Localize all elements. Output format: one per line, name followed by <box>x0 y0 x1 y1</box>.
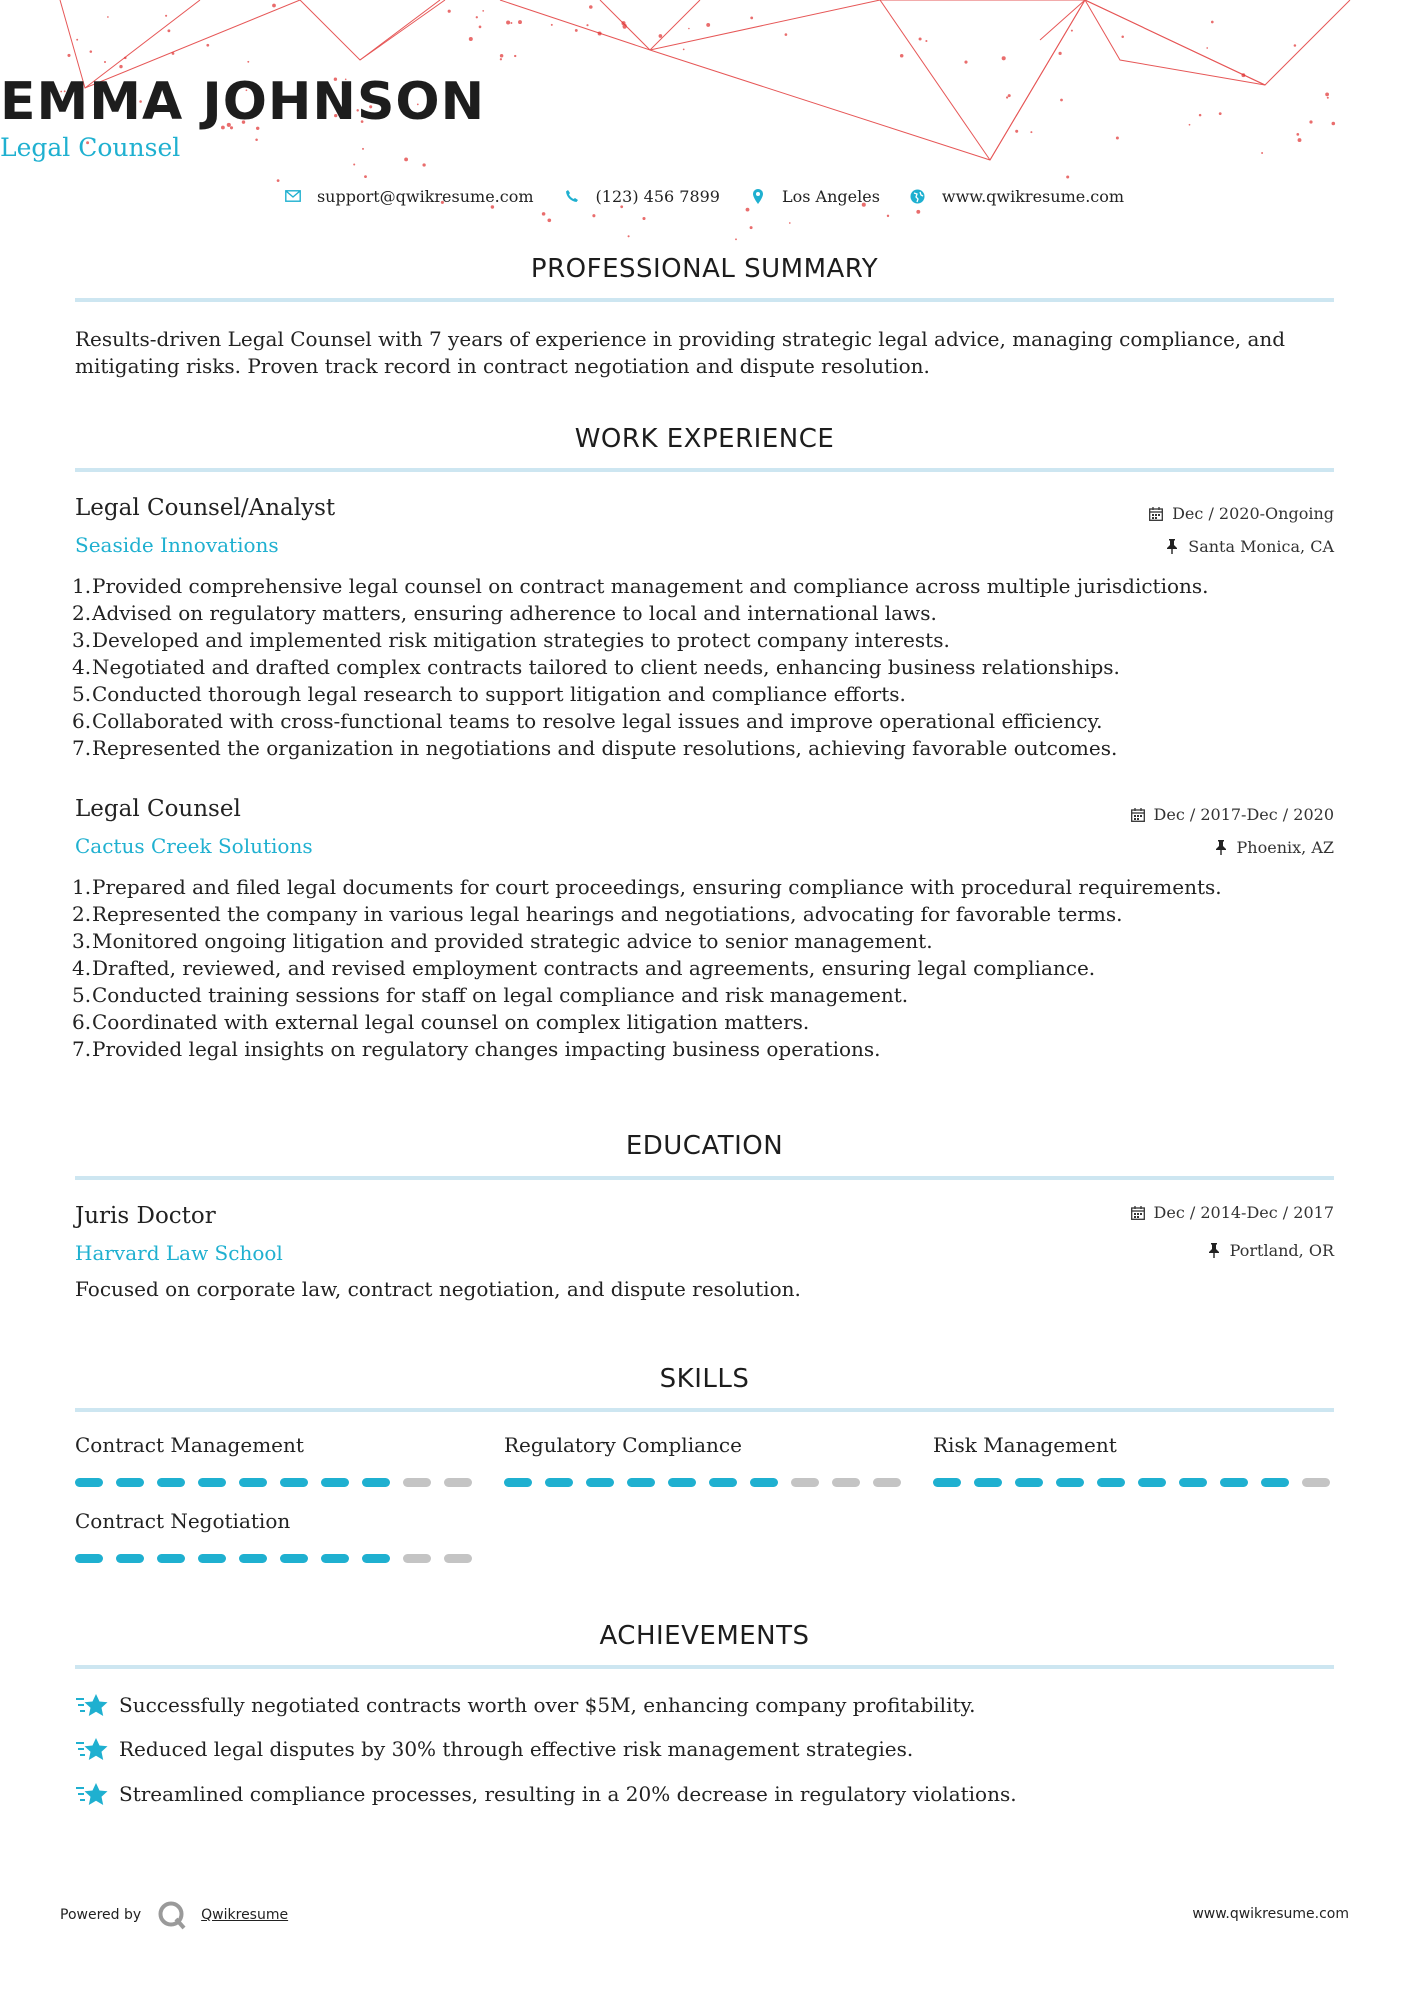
skill-segment-filled <box>933 1478 961 1487</box>
skill-level-bar <box>504 1478 904 1488</box>
list-number: 1. <box>72 574 92 598</box>
education-description: Focused on corporate law, contract negotiation, and dispute resolution. <box>75 1277 801 1301</box>
achievement-item <box>75 1690 976 1720</box>
achievement-item <box>75 1779 1017 1809</box>
decor-dot <box>90 50 93 53</box>
responsibility-text: Conducted thorough legal research to support litigation and compliance efforts. <box>92 682 906 706</box>
skill-item <box>504 1433 904 1460</box>
skill-segment-filled <box>239 1554 267 1563</box>
skill-segment-filled <box>545 1478 573 1487</box>
skill-segment-filled <box>75 1478 103 1487</box>
section-divider <box>75 1665 1334 1669</box>
decor-dot <box>598 32 602 36</box>
decor-dot <box>586 24 588 26</box>
decor-dot <box>1211 21 1214 24</box>
responsibility-text: Prepared and filed legal documents for court proceedings, ensuring compliance with procedural requirements. <box>92 875 1222 899</box>
skill-item <box>75 1509 475 1536</box>
decor-dot <box>1066 175 1069 178</box>
decor-dot <box>746 208 750 212</box>
decor-dot <box>592 214 595 217</box>
pushpin-icon <box>1164 539 1180 555</box>
decor-dot <box>510 22 512 24</box>
pushpin-icon <box>1206 1243 1222 1259</box>
decor-dot <box>900 54 904 58</box>
decor-dot <box>119 65 122 68</box>
section-title-achievements: ACHIEVEMENTS <box>599 1621 810 1651</box>
responsibility-item <box>72 874 1332 901</box>
responsibility-item <box>72 735 1332 762</box>
skill-segment-filled <box>1015 1478 1043 1487</box>
decor-dot <box>104 61 106 63</box>
skill-segment-filled <box>362 1554 390 1563</box>
candidate-role: Legal Counsel <box>0 133 181 162</box>
contact-bar <box>0 186 1407 206</box>
responsibility-item <box>72 901 1332 928</box>
section-divider <box>75 298 1334 302</box>
list-number: 7. <box>72 736 92 760</box>
phone-icon <box>562 186 582 206</box>
decor-dot <box>683 49 685 51</box>
responsibility-text: Represented the organization in negotiations and dispute resolutions, achieving favorable outcomes. <box>92 736 1118 760</box>
decor-dot <box>642 217 645 220</box>
list-number: 7. <box>72 1037 92 1061</box>
section-title-skills: SKILLS <box>659 1364 750 1394</box>
decor-dot <box>916 210 920 214</box>
skill-segment-empty <box>873 1478 901 1487</box>
responsibility-item <box>72 708 1332 735</box>
contact-location <box>748 186 880 206</box>
job-date <box>1130 805 1334 824</box>
qwikresume-logo-icon <box>157 1900 187 1930</box>
candidate-name: EMMA JOHNSON <box>0 72 486 132</box>
pushpin-icon <box>1213 840 1229 856</box>
decor-dot <box>172 52 175 55</box>
responsibility-item <box>72 600 1332 627</box>
decor-dot <box>500 58 502 60</box>
achievement-item <box>75 1734 913 1764</box>
skill-segment-filled <box>1138 1478 1166 1487</box>
decor-dot <box>469 37 473 41</box>
contact-website-text: www.qwikresume.com <box>941 186 1125 206</box>
contact-email[interactable] <box>283 186 534 206</box>
skill-segment-filled <box>709 1478 737 1487</box>
responsibility-text: Conducted training sessions for staff on legal compliance and risk management. <box>92 983 909 1007</box>
footer-website[interactable]: www.qwikresume.com <box>1192 1906 1349 1922</box>
skill-level-bar <box>933 1478 1333 1488</box>
list-number: 2. <box>72 902 92 926</box>
decor-dot <box>688 28 690 30</box>
decor-dot <box>277 179 280 182</box>
star-icon <box>75 1779 109 1809</box>
decor-dot <box>422 163 425 166</box>
skill-name: Risk Management <box>933 1433 1117 1457</box>
skill-segment-filled <box>362 1478 390 1487</box>
skill-segment-empty <box>444 1478 472 1487</box>
decor-dot <box>735 238 737 240</box>
star-icon <box>75 1734 109 1764</box>
responsibility-item <box>72 573 1332 600</box>
skill-item <box>933 1433 1333 1460</box>
job-company: Cactus Creek Solutions <box>75 834 313 858</box>
qwikresume-link[interactable]: Qwikresume <box>201 1907 289 1923</box>
skill-segment-filled <box>280 1478 308 1487</box>
decor-dot <box>1121 36 1124 39</box>
job-location <box>1164 537 1334 556</box>
decor-dot <box>919 37 922 40</box>
responsibility-text: Represented the company in various legal hearings and negotiations, advocating for favorable terms. <box>92 902 1123 926</box>
job-title: Legal Counsel <box>75 796 241 822</box>
list-number: 5. <box>72 682 92 706</box>
calendar-icon <box>1148 506 1164 522</box>
decor-dot <box>706 23 710 27</box>
skill-segment-empty <box>791 1478 819 1487</box>
achievement-text: Successfully negotiated contracts worth over $5M, enhancing company profitability. <box>119 1693 976 1717</box>
skill-segment-filled <box>116 1554 144 1563</box>
job-responsibilities <box>72 573 1332 762</box>
list-number: 3. <box>72 628 92 652</box>
skill-segment-filled <box>974 1478 1002 1487</box>
skill-segment-filled <box>198 1554 226 1563</box>
section-title-experience: WORK EXPERIENCE <box>574 424 835 454</box>
decor-dot <box>479 26 482 29</box>
section-title-summary: PROFESSIONAL SUMMARY <box>530 254 879 284</box>
list-number: 5. <box>72 983 92 1007</box>
decor-dot <box>623 24 627 28</box>
job-date-text: Dec / 2017-Dec / 2020 <box>1153 805 1334 824</box>
skill-segment-filled <box>1056 1478 1084 1487</box>
decor-dot <box>575 29 578 32</box>
decor-dot <box>887 215 889 217</box>
decor-dot <box>785 33 788 36</box>
skill-segment-empty <box>832 1478 860 1487</box>
skill-name: Contract Negotiation <box>75 1509 291 1533</box>
skill-segment-empty <box>403 1554 431 1563</box>
skill-level-bar <box>75 1478 475 1488</box>
contact-website[interactable] <box>908 186 1124 206</box>
skill-segment-filled <box>116 1478 144 1487</box>
decor-dot <box>964 61 967 64</box>
calendar-icon <box>1130 1205 1146 1221</box>
responsibility-text: Collaborated with cross-functional teams to resolve legal issues and improve operational efficiency. <box>92 709 1103 733</box>
contact-location-text: Los Angeles <box>781 186 880 206</box>
skill-segment-filled <box>321 1478 349 1487</box>
skill-segment-filled <box>1220 1478 1248 1487</box>
decor-dot <box>448 10 451 13</box>
decor-dot <box>124 57 127 60</box>
decor-dot <box>750 226 753 229</box>
responsibility-item <box>72 1009 1332 1036</box>
responsibility-text: Provided legal insights on regulatory changes impacting business operations. <box>92 1037 881 1061</box>
decor-dot <box>514 55 516 57</box>
decor-dot <box>167 29 170 32</box>
decor-dot <box>518 20 522 24</box>
education-date-text: Dec / 2014-Dec / 2017 <box>1153 1203 1334 1222</box>
responsibility-item <box>72 627 1332 654</box>
section-divider <box>75 468 1334 472</box>
list-number: 3. <box>72 929 92 953</box>
section-title-education: EDUCATION <box>625 1131 784 1161</box>
job-location-text: Phoenix, AZ <box>1236 838 1334 857</box>
decor-dot <box>500 54 504 58</box>
skill-segment-filled <box>239 1478 267 1487</box>
list-number: 4. <box>72 956 92 980</box>
decor-dot <box>506 21 510 25</box>
decor-dot <box>76 39 78 41</box>
responsibility-text: Monitored ongoing litigation and provided strategic advice to senior management. <box>92 929 933 953</box>
list-number: 2. <box>72 601 92 625</box>
calendar-icon <box>1130 807 1146 823</box>
responsibility-item <box>72 955 1332 982</box>
decor-dot <box>206 44 209 47</box>
achievement-text: Reduced legal disputes by 30% through effective risk management strategies. <box>119 1737 914 1761</box>
responsibility-item <box>72 654 1332 681</box>
decor-dot <box>364 175 367 178</box>
responsibility-text: Drafted, reviewed, and revised employment contracts and agreements, ensuring legal compliance. <box>92 956 1096 980</box>
section-divider <box>75 1408 1334 1412</box>
decor-dot <box>107 16 109 18</box>
footer-powered-by <box>60 1900 288 1930</box>
skill-segment-empty <box>403 1478 431 1487</box>
job-date <box>1148 504 1334 523</box>
skill-segment-filled <box>1097 1478 1125 1487</box>
achievement-text: Streamlined compliance processes, resulting in a 20% decrease in regulatory violations. <box>119 1782 1017 1806</box>
powered-by-label: Powered by <box>60 1907 142 1923</box>
skill-segment-filled <box>504 1478 532 1487</box>
job-location <box>1213 838 1334 857</box>
list-number: 4. <box>72 655 92 679</box>
contact-phone-text: (123) 456 7899 <box>595 186 720 206</box>
decor-dot <box>628 235 630 237</box>
decor-dot <box>165 15 167 17</box>
skill-name: Contract Management <box>75 1433 304 1457</box>
decor-dot <box>67 54 70 57</box>
contact-email-text: support@qwikresume.com <box>316 186 534 206</box>
globe-icon <box>908 186 928 206</box>
skill-segment-filled <box>586 1478 614 1487</box>
degree: Juris Doctor <box>75 1203 216 1229</box>
decor-dot <box>353 163 355 165</box>
skill-segment-empty <box>444 1554 472 1563</box>
decor-dot <box>1206 47 1208 49</box>
skill-segment-filled <box>280 1554 308 1563</box>
skill-item <box>75 1433 475 1460</box>
decor-dot <box>551 24 553 26</box>
responsibility-text: Developed and implemented risk mitigation strategies to protect company interests. <box>92 628 950 652</box>
decor-dot <box>542 212 546 216</box>
decor-dot <box>1059 52 1062 55</box>
decor-dot <box>272 4 276 8</box>
skill-segment-filled <box>1179 1478 1207 1487</box>
skill-segment-filled <box>75 1554 103 1563</box>
job-title: Legal Counsel/Analyst <box>75 495 336 521</box>
skill-segment-filled <box>157 1554 185 1563</box>
list-number: 1. <box>72 875 92 899</box>
decor-dot <box>589 5 593 9</box>
decor-dot <box>750 17 753 20</box>
education-location <box>1206 1241 1334 1260</box>
skill-level-bar <box>75 1554 475 1564</box>
location-pin-icon <box>748 186 768 206</box>
responsibility-text: Provided comprehensive legal counsel on contract management and compliance across multiple jurisdictions. <box>92 574 1209 598</box>
responsibility-item <box>72 928 1332 955</box>
skill-segment-filled <box>321 1554 349 1563</box>
school: Harvard Law School <box>75 1241 283 1265</box>
list-number: 6. <box>72 1010 92 1034</box>
job-date-text: Dec / 2020-Ongoing <box>1172 504 1334 523</box>
education-date <box>1130 1203 1334 1222</box>
skill-name: Regulatory Compliance <box>504 1433 742 1457</box>
decor-dot <box>659 34 663 38</box>
skill-segment-filled <box>157 1478 185 1487</box>
star-icon <box>75 1690 109 1720</box>
skill-segment-filled <box>668 1478 696 1487</box>
decor-dot <box>789 222 791 224</box>
decor-dot <box>247 61 249 63</box>
decor-dot <box>1071 30 1073 32</box>
job-location-text: Santa Monica, CA <box>1188 537 1334 556</box>
skill-segment-filled <box>750 1478 778 1487</box>
responsibility-text: Coordinated with external legal counsel on complex litigation matters. <box>92 1010 810 1034</box>
responsibility-text: Negotiated and drafted complex contracts tailored to client needs, enhancing business relationships. <box>92 655 1120 679</box>
education-location-text: Portland, OR <box>1229 1241 1334 1260</box>
section-divider <box>75 1176 1334 1180</box>
responsibility-item <box>72 1036 1332 1063</box>
decor-dot <box>482 10 484 12</box>
job-responsibilities <box>72 874 1332 1063</box>
decor-dot <box>1002 56 1006 60</box>
skill-segment-empty <box>1302 1478 1330 1487</box>
responsibility-item <box>72 982 1332 1009</box>
responsibility-text: Advised on regulatory matters, ensuring adherence to local and international laws. <box>92 601 937 625</box>
contact-phone[interactable] <box>562 186 720 206</box>
decor-dot <box>1294 44 1297 47</box>
responsibility-item <box>72 681 1332 708</box>
skill-segment-filled <box>627 1478 655 1487</box>
summary-text: Results-driven Legal Counsel with 7 years of experience in providing strategic legal advice, managing compliance, and mitigating risks. Proven track record in contract negotiation and dispute resolution. <box>75 327 1286 378</box>
list-number: 6. <box>72 709 92 733</box>
decor-dot <box>925 40 927 42</box>
job-company: Seaside Innovations <box>75 533 279 557</box>
skill-segment-filled <box>198 1478 226 1487</box>
skill-segment-filled <box>1261 1478 1289 1487</box>
envelope-icon <box>283 186 303 206</box>
decor-dot <box>476 16 478 18</box>
decor-dot <box>547 218 551 222</box>
